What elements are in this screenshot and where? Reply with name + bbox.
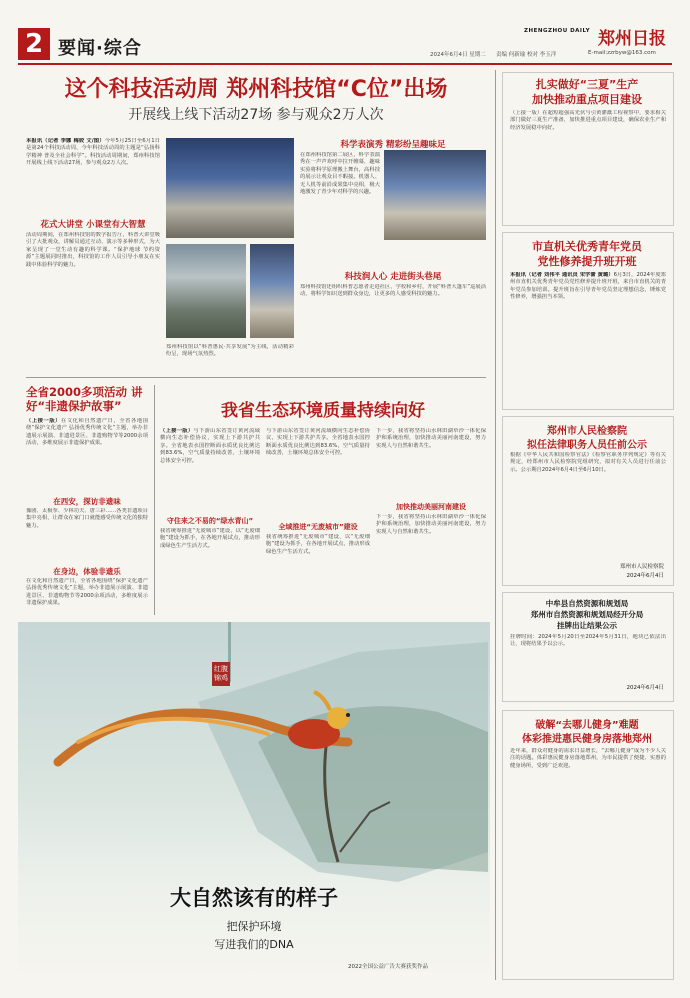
side1-title-2: 加快推动重点项目建设	[532, 93, 642, 106]
lead-subtitle: 开展线上线下活动27场 参与观众2万人次	[128, 107, 384, 123]
article2-body: （上接一版）在文化和自然遗产日，全省各地围绕“保护文化遗产 弘扬优秀传统文化”主题，举办非遗展示展演、非遗进景区、非遗购物节等2000余项活动，多维度展示非遗保护成果。	[26, 418, 148, 447]
side2-byline: 本报讯（记者 刘伟平 通讯员 宋学蕾 黄璐）	[510, 272, 614, 278]
page-number-badge: 2	[18, 28, 50, 60]
masthead-email: E-mail:zzrbyw@163.com	[588, 50, 656, 56]
article3-body-2: 我省统筹推进“无废城市”建设，以“无废细胞”建设为抓手，在各地开展试点，推动形成绿色生产生活方式。	[160, 528, 260, 549]
ad-slogan-line-1: 把保护环境	[226, 920, 282, 933]
ad-slogan-line-2: 写进我们的DNA	[214, 938, 294, 951]
notice2-title-2: 郑州市自然资源和规划局经开分局	[530, 610, 644, 619]
article3-head-1: 守住来之不易的“绿水青山”	[166, 517, 254, 525]
article2-body-3: 在文化和自然遗产日，全省各地围绕“保护文化遗产 弘扬优秀传统文化”主题，举办非遗展示展演、非遗进景区、非遗购物节等2000余项活动，多维度展示非遗保护成果。	[26, 578, 148, 607]
notice2-title-1: 中牟县自然资源和规划局	[545, 599, 629, 608]
lead-head-3: 科技润人心 走进街头巷尾	[344, 272, 442, 282]
notice-body: 根据《中华人民共和国检察官法》《检察官职务序列规定》等有关规定，经郑州市人民检察院党组研究，拟对有关人员进行任前公示。公示期自2024年6月4日至6月10日。	[510, 452, 666, 473]
lead-photo-4	[384, 150, 486, 240]
public-service-ad	[18, 622, 490, 978]
notice2-body: 挂牌时间：2024年5月20日至2024年5月31日，地块已依法出让，现将结果予以公示。	[510, 634, 666, 648]
notice-signer: 郑州市人民检察院	[619, 564, 664, 570]
article3-byline: （上接一版）	[160, 428, 194, 434]
side1-body: （上接一版）在超短超强高光伏与引黄灌溉工程视察中，要求相关部门做好三夏生产准备，加快推进重点项目建设，确保农业生产和经济发展稳中向好。	[510, 110, 666, 131]
article3-body-1: （上接一版）与下游山东省签订黄河流域横向生态补偿协议，实现上下游共护共享。全省地表水国控断面水质优良比例达到83.6%，空气质量持续改善，土壤环境总体安全可控。	[160, 428, 260, 464]
masthead-date: 2024年6月4日 星期二	[430, 52, 486, 58]
paper-name: 郑州日报	[598, 29, 666, 49]
notice-date: 2024年6月4日	[626, 573, 664, 579]
right-column-divider	[495, 70, 496, 980]
lead-photo-1	[166, 138, 294, 238]
side3-body: 近年来，群众对健身的需求日益增长，“去哪儿健身”成为不少人关注的话题。体彩惠民健身房落地郑州，为市民提供了便捷、实惠的健身场所，受到广泛欢迎。	[510, 748, 666, 769]
ad-credit: 2022全国公益广告大赛获奖作品	[348, 964, 428, 970]
lead-head-1: 花式大讲堂 小课堂有大智慧	[40, 220, 146, 230]
article2-title: 全省2000多项活动 讲好“非遗保护故事”	[26, 385, 143, 413]
lead-body-1: 活动周期间，在郑州科技馆的数字报告厅，科普大讲堂吸引了大批观众，讲解员通过互动、演示等多种形式，为大家呈现了一堂生动有趣的科学课。“保护地球 节约资源”主题展同时推出，科技馆的工作人员引导小朋友在实践中体验科学的魅力。	[26, 232, 160, 268]
side3-title-1: 破解“去哪儿健身”难题	[535, 720, 639, 731]
article2-head-1: 在西安，探访非遗味	[53, 497, 121, 506]
masthead-editor: 责编 何新瑜 校对 李玉洋	[496, 52, 557, 58]
article2-body-2: 豫剧、太极拳、少林功夫、唐三彩……各类非遗项目集中亮相，让群众在家门口就能感受传统文化的独特魅力。	[26, 508, 148, 529]
lead-title: 这个科技活动周 郑州科技馆“C位”出场	[64, 77, 448, 102]
lead-byline: 本报讯（记者 李娜 梅姣 文/图）	[26, 138, 105, 144]
lead-caption: 郑州科技馆以“科普惠民·共享发展”为主线，活动精彩纷呈，现场气氛热烈。	[166, 344, 294, 358]
article3-head-3: 加快推动美丽河南建设	[396, 503, 466, 511]
side2-title-2: 党性修养提升班开班	[537, 255, 637, 268]
column-divider	[154, 385, 155, 615]
ad-title: 大自然该有的样子	[170, 886, 338, 910]
section-title: 要闻·综合	[58, 38, 142, 59]
lead-intro: 本报讯（记者 李娜 梅姣 文/图）今年5月25日至6月1日是第24个科技活动周，今年科技活动周的主题是“弘扬科学精神 普及全社会科学”。科技活动周期间，郑州科技馆开展线上线下活动27场，参与观众2万人次。	[26, 138, 160, 167]
article3-title: 我省生态环境质量持续向好	[221, 401, 425, 421]
article3-body-4: 我省统筹推进“无废城市”建设，以“无废细胞”建设为抓手，在各地开展试点，推动形成绿色生产生活方式。	[266, 534, 370, 555]
notice2-title-3: 挂牌出让结果公示	[557, 621, 617, 630]
lead-photo-2	[166, 244, 246, 338]
article3-body-5: 下一步，我省将坚持山水林田湖草沙一体化保护和系统治理，加快推动美丽河南建设，努力实现人与自然和谐共生。	[376, 428, 486, 449]
lead-photo-3	[250, 244, 294, 338]
article3-head-2: 全域推进“无废城市”建设	[278, 523, 358, 531]
article2-byline: （上接一版）	[26, 418, 62, 424]
article3-body-3: 与下游山东省签订黄河流域横向生态补偿协议，实现上下游共护共享。全省地表水国控断面水质优良比例达到83.6%，空气质量持续改善，土壤环境总体安全可控。	[266, 428, 370, 457]
lead-body-3: 郑州科技馆还组织科普志愿者走进社区、学校和乡村，开展“科普大篷车”巡展活动，将科学知识送到群众身边，让更多的人感受科技的魅力。	[300, 284, 486, 298]
article3-body-6: 下一步，我省将坚持山水林田湖草沙一体化保护和系统治理，加快推动美丽河南建设，努力实现人与自然和谐共生。	[376, 514, 486, 535]
masthead-rule	[18, 63, 672, 65]
notice-title-2: 拟任法律职务人员任前公示	[527, 440, 647, 451]
ad-seal: 红腹锦鸡	[212, 662, 230, 686]
paper-pinyin: ZHENGZHOU DAILY	[524, 28, 591, 34]
lead-divider	[26, 377, 486, 378]
side2-body: 本报讯（记者 刘伟平 通讯员 宋学蕾 黄璐）6月3日，2024年度郑州市直机关优秀青年党员党性修养提升班开班，来自市直机关的青年党员参加培训。提升班旨在引导青年党员坚定理想信念，锤炼党性修养，增强担当本领。	[510, 272, 666, 301]
side1-title-1: 扎实做好“三夏”生产	[535, 78, 639, 91]
lead-head-2: 科学表演秀 精彩纷呈趣味足	[340, 140, 446, 150]
lead-body-2: 在郑州科技馆第二展区，科学表演秀在一声声欢呼中拉开帷幕，趣味实验将科学原理搬上舞台，高科技的展示让观众目不暇接。机器人、无人机等前沿成果集中亮相，极大地激发了青少年对科学的兴趣。	[300, 152, 380, 196]
side3-title-2: 体彩推进惠民健身房落地郑州	[522, 734, 652, 745]
notice2-date: 2024年6月4日	[626, 685, 664, 691]
notice-title-1: 郑州市人民检察院	[547, 426, 627, 437]
side2-title-1: 市直机关优秀青年党员	[532, 240, 642, 253]
article2-head-2: 在身边，体验非遗乐	[53, 567, 121, 576]
